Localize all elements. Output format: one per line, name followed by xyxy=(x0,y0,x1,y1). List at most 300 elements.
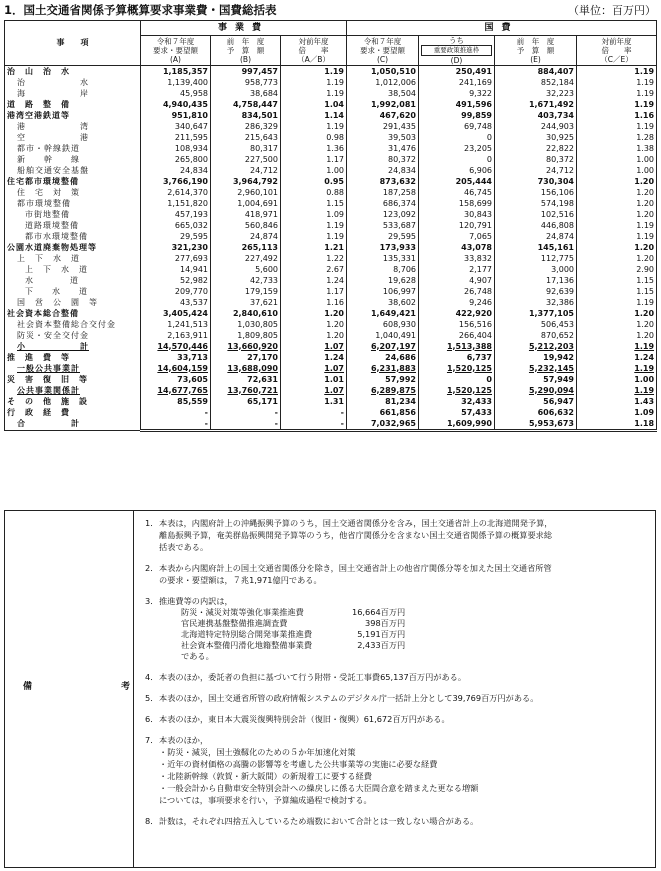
row-label: 空 港 xyxy=(5,132,141,143)
row-label: 治 水 xyxy=(5,77,141,88)
cell-value: 340,647 xyxy=(141,121,211,132)
cell-value: 112,775 xyxy=(495,253,577,264)
cell-value: 1,520,125 xyxy=(419,385,495,396)
cell-value: 1.17 xyxy=(281,154,347,165)
notes-body xyxy=(145,517,650,836)
cell-value: 1,671,492 xyxy=(495,99,577,110)
cell-value: 1.20 xyxy=(577,187,657,198)
cell-value: 665,032 xyxy=(141,220,211,231)
cell-value: 4,907 xyxy=(419,275,495,286)
cell-value: 1.01 xyxy=(281,374,347,385)
cell-value: 3,000 xyxy=(495,264,577,275)
cell-value: 1.43 xyxy=(577,396,657,407)
cell-value: 1,151,820 xyxy=(141,198,211,209)
cell-value: 13,760,721 xyxy=(211,385,281,396)
note-1: 1．本表は，内閣府計上の沖縄振興予算のうち，国土交通省関係分を含み，国土交通省計上の北海道開発予算， 離島振興予算，奄美群島振興開発予算等のうち，他省庁関係分を含まない国土交通省関係予算の概算要求総 括表である。 xyxy=(145,518,553,552)
row-label: 小 計 xyxy=(5,341,141,352)
cell-value: 873,632 xyxy=(347,176,419,187)
cell-value: 179,159 xyxy=(211,286,281,297)
cell-value: 29,595 xyxy=(141,231,211,242)
cell-value: 123,092 xyxy=(347,209,419,220)
table-row xyxy=(5,154,657,165)
cell-value: 1.19 xyxy=(281,231,347,242)
cell-value: 56,947 xyxy=(495,396,577,407)
summary-table xyxy=(4,20,657,432)
cell-value: 14,604,159 xyxy=(141,363,211,374)
table-row xyxy=(5,352,657,363)
cell-value: 45,958 xyxy=(141,88,211,99)
cell-value: 30,843 xyxy=(419,209,495,220)
cell-value: 0.98 xyxy=(281,132,347,143)
cell-value: 491,596 xyxy=(419,99,495,110)
row-label: 住 宅 対 策 xyxy=(5,187,141,198)
cell-value: 1.19 xyxy=(577,88,657,99)
cell-value: 4,758,447 xyxy=(211,99,281,110)
cell-value: 608,930 xyxy=(347,319,419,330)
row-label: 社会資本整備総合交付金 xyxy=(5,319,141,330)
table-row xyxy=(5,319,657,330)
cell-value: 5,212,203 xyxy=(495,341,577,352)
cell-value: 106,997 xyxy=(347,286,419,297)
table-row xyxy=(5,341,657,352)
cell-value: 24,686 xyxy=(347,352,419,363)
cell-value: 1.24 xyxy=(281,352,347,363)
cell-value: 5,600 xyxy=(211,264,281,275)
cell-value: 1.16 xyxy=(281,297,347,308)
cell-value: 2.90 xyxy=(577,264,657,275)
cell-value: 1,139,400 xyxy=(141,77,211,88)
row-label: 道路環境整備 xyxy=(5,220,141,231)
cell-value: 80,317 xyxy=(211,143,281,154)
cell-value: 852,184 xyxy=(495,77,577,88)
cell-value: 227,500 xyxy=(211,154,281,165)
cell-value: 2.67 xyxy=(281,264,347,275)
cell-value: 30,925 xyxy=(495,132,577,143)
cell-value: 14,570,446 xyxy=(141,341,211,352)
cell-value: 1.19 xyxy=(281,220,347,231)
row-label: 上 下 水 道 xyxy=(5,264,141,275)
cell-value: 1.15 xyxy=(577,275,657,286)
row-label: 行 政 経 費 xyxy=(5,407,141,418)
header-col-a: 令和７年度 要求・要望額 (A) xyxy=(141,36,211,66)
cell-value: 227,492 xyxy=(211,253,281,264)
row-label: 新 幹 線 xyxy=(5,154,141,165)
cell-value: 13,660,920 xyxy=(211,341,281,352)
cell-value: 7,032,965 xyxy=(347,418,419,431)
cell-value: 24,712 xyxy=(211,165,281,176)
table-row xyxy=(5,396,657,407)
cell-value: 6,289,875 xyxy=(347,385,419,396)
cell-value: 1.00 xyxy=(577,374,657,385)
note-8: 8．計数は，それぞれ四捨五入しているため端数において合計とは一致しない場合がある。 xyxy=(145,816,479,826)
table-row xyxy=(5,132,657,143)
cell-value: 286,329 xyxy=(211,121,281,132)
cell-value: 1.20 xyxy=(577,242,657,253)
cell-value: 1.20 xyxy=(577,198,657,209)
cell-value: 173,933 xyxy=(347,242,419,253)
cell-value: 65,171 xyxy=(211,396,281,407)
cell-value: 1.20 xyxy=(577,319,657,330)
cell-value: 156,516 xyxy=(419,319,495,330)
cell-value: 1,030,805 xyxy=(211,319,281,330)
cell-value: 1.20 xyxy=(577,209,657,220)
row-label: 一般公共事業計 xyxy=(5,363,141,374)
row-label: 船舶交通安全基盤 xyxy=(5,165,141,176)
cell-value: 1.19 xyxy=(577,231,657,242)
table-row xyxy=(5,165,657,176)
cell-value: 241,169 xyxy=(419,77,495,88)
cell-value: 1.20 xyxy=(577,330,657,341)
table-row xyxy=(5,77,657,88)
table-row xyxy=(5,264,657,275)
cell-value: 1.16 xyxy=(577,110,657,121)
cell-value: 57,433 xyxy=(419,407,495,418)
cell-value: 33,713 xyxy=(141,352,211,363)
cell-value: - xyxy=(141,418,211,431)
table-body xyxy=(5,66,657,431)
cell-value: 22,822 xyxy=(495,143,577,154)
cell-value: 958,773 xyxy=(211,77,281,88)
cell-value: 43,537 xyxy=(141,297,211,308)
cell-value: 72,631 xyxy=(211,374,281,385)
cell-value: 0 xyxy=(419,374,495,385)
cell-value: 244,903 xyxy=(495,121,577,132)
row-label: 港 湾 xyxy=(5,121,141,132)
cell-value: 1.19 xyxy=(577,220,657,231)
cell-value: 33,832 xyxy=(419,253,495,264)
cell-value: 1,012,006 xyxy=(347,77,419,88)
cell-value: 1.15 xyxy=(577,286,657,297)
cell-value: 1.09 xyxy=(577,407,657,418)
row-label: 港湾空港鉄道等 xyxy=(5,110,141,121)
cell-value: 43,078 xyxy=(419,242,495,253)
cell-value: 422,920 xyxy=(419,308,495,319)
cell-value: 1.24 xyxy=(577,352,657,363)
cell-value: 291,435 xyxy=(347,121,419,132)
row-label: 合 計 xyxy=(5,418,141,431)
cell-value: 1.19 xyxy=(281,88,347,99)
page-title: 1．国土交通省関係予算概算要求事業費・国費総括表 xyxy=(4,3,277,17)
cell-value: 574,198 xyxy=(495,198,577,209)
cell-value: 1.19 xyxy=(577,77,657,88)
cell-value: 1.24 xyxy=(281,275,347,286)
cell-value: 24,834 xyxy=(347,165,419,176)
row-label: 住宅都市環境整備 xyxy=(5,176,141,187)
table-row xyxy=(5,88,657,99)
cell-value: 686,374 xyxy=(347,198,419,209)
cell-value: 215,643 xyxy=(211,132,281,143)
cell-value: 187,258 xyxy=(347,187,419,198)
cell-value: - xyxy=(281,407,347,418)
cell-value: 145,161 xyxy=(495,242,577,253)
header-col-ab: 対前年度 倍 率 （A／B） xyxy=(281,36,347,66)
cell-value: 0 xyxy=(419,132,495,143)
cell-value: 29,595 xyxy=(347,231,419,242)
cell-value: 1.19 xyxy=(577,385,657,396)
cell-value: 1,040,491 xyxy=(347,330,419,341)
cell-value: 1,609,990 xyxy=(419,418,495,431)
cell-value: - xyxy=(281,418,347,431)
cell-value: 69,748 xyxy=(419,121,495,132)
cell-value: 156,106 xyxy=(495,187,577,198)
cell-value: 1.19 xyxy=(577,297,657,308)
table-row xyxy=(5,418,657,431)
unit-label: （単位：百万円） xyxy=(568,4,656,17)
cell-value: 1.15 xyxy=(281,198,347,209)
cell-value: 85,559 xyxy=(141,396,211,407)
cell-value: 1.20 xyxy=(281,319,347,330)
cell-value: 265,800 xyxy=(141,154,211,165)
cell-value: 5,953,673 xyxy=(495,418,577,431)
cell-value: 81,234 xyxy=(347,396,419,407)
note-2: 2．本表から内閣府計上の国土交通省関係分を除き，国土交通省計上の他省庁関係分等を加えた国土交通省所管 の要求・要望額は，７兆1,971億円である。 xyxy=(145,563,552,585)
table-row xyxy=(5,308,657,319)
cell-value: 1.09 xyxy=(281,209,347,220)
cell-value: 997,457 xyxy=(211,66,281,78)
table-row xyxy=(5,363,657,374)
cell-value: 1,377,105 xyxy=(495,308,577,319)
table-row xyxy=(5,176,657,187)
cell-value: 266,404 xyxy=(419,330,495,341)
cell-value: 14,941 xyxy=(141,264,211,275)
cell-value: 1.22 xyxy=(281,253,347,264)
cell-value: 37,621 xyxy=(211,297,281,308)
table-row xyxy=(5,110,657,121)
cell-value: 7,065 xyxy=(419,231,495,242)
cell-value: 2,163,911 xyxy=(141,330,211,341)
row-label: 推 進 費 等 xyxy=(5,352,141,363)
cell-value: 0.95 xyxy=(281,176,347,187)
cell-value: 19,628 xyxy=(347,275,419,286)
header-col-c: 令和７年度 要求・要望額 (C) xyxy=(347,36,419,66)
cell-value: 3,766,190 xyxy=(141,176,211,187)
cell-value: 8,706 xyxy=(347,264,419,275)
cell-value: 24,834 xyxy=(141,165,211,176)
row-label: 都市・幹線鉄道 xyxy=(5,143,141,154)
row-label: そ の 他 施 設 xyxy=(5,396,141,407)
header-col-e: 前 年 度 予 算 額 (E) xyxy=(495,36,577,66)
cell-value: 102,516 xyxy=(495,209,577,220)
cell-value: 99,859 xyxy=(419,110,495,121)
cell-value: 1.07 xyxy=(281,341,347,352)
notes-section xyxy=(4,510,656,868)
cell-value: 403,734 xyxy=(495,110,577,121)
cell-value: 135,331 xyxy=(347,253,419,264)
cell-value: 1,513,388 xyxy=(419,341,495,352)
cell-value: 1.19 xyxy=(577,66,657,78)
notes-side-label: 備 考 xyxy=(5,511,134,867)
cell-value: 0.88 xyxy=(281,187,347,198)
header-col-ce: 対前年度 倍 率 （C／E） xyxy=(577,36,657,66)
table-row xyxy=(5,198,657,209)
cell-value: 205,444 xyxy=(419,176,495,187)
cell-value: 38,504 xyxy=(347,88,419,99)
cell-value: 6,737 xyxy=(419,352,495,363)
cell-value: 2,177 xyxy=(419,264,495,275)
cell-value: 3,405,424 xyxy=(141,308,211,319)
cell-value: 1.38 xyxy=(577,143,657,154)
cell-value: 1.19 xyxy=(577,363,657,374)
cell-value: 1.21 xyxy=(281,242,347,253)
table-row xyxy=(5,385,657,396)
cell-value: 506,453 xyxy=(495,319,577,330)
cell-value: 1,520,125 xyxy=(419,363,495,374)
cell-value: 209,770 xyxy=(141,286,211,297)
table-row xyxy=(5,275,657,286)
cell-value: 27,170 xyxy=(211,352,281,363)
cell-value: 265,113 xyxy=(211,242,281,253)
cell-value: 32,223 xyxy=(495,88,577,99)
table-row xyxy=(5,143,657,154)
row-label: 治 山 治 水 xyxy=(5,66,141,78)
cell-value: 1.20 xyxy=(281,308,347,319)
cell-value: 1.00 xyxy=(281,165,347,176)
cell-value: 1,241,513 xyxy=(141,319,211,330)
header-jigyohi: 事業費 xyxy=(141,21,347,36)
cell-value: 5,232,145 xyxy=(495,363,577,374)
row-label: 公共事業関係計 xyxy=(5,385,141,396)
cell-value: 1.19 xyxy=(577,99,657,110)
cell-value: 1.36 xyxy=(281,143,347,154)
cell-value: 606,632 xyxy=(495,407,577,418)
cell-value: 1.19 xyxy=(577,341,657,352)
note-3: 3．推進費等の内訳は， 防災・減災対策等強化事業推進費 16,664百万円 官民連携基盤整備推進調査費 398百万円 北海道特定特別総合開発事業推進費 5,191百万円 社会資本整備円滑化地籍整備事業費 2,433百万円 である。 xyxy=(145,596,406,661)
cell-value: 19,942 xyxy=(495,352,577,363)
cell-value: 1.28 xyxy=(577,132,657,143)
cell-value: 1.18 xyxy=(577,418,657,431)
cell-value: 1,050,510 xyxy=(347,66,419,78)
cell-value: 39,503 xyxy=(347,132,419,143)
cell-value: 321,230 xyxy=(141,242,211,253)
cell-value: 120,791 xyxy=(419,220,495,231)
table-row xyxy=(5,374,657,385)
row-label: 社会資本総合整備 xyxy=(5,308,141,319)
cell-value: 31,476 xyxy=(347,143,419,154)
row-label: 公園水道廃棄物処理等 xyxy=(5,242,141,253)
cell-value: 57,992 xyxy=(347,374,419,385)
cell-value: 211,595 xyxy=(141,132,211,143)
note-7: 7．本表のほか， ・防災・減災，国土強靱化のための５か年加速化対策 ・近年の資材価格の高騰の影響等を考慮した公共事業等の実施に必要な経費 ・北陸新幹線（敦賀・新大阪間）の新規着工に要する経費 ・一般会計から自動車安全特別会計への繰戻しに係る大臣間合意を踏まえた更なる増額 については，事項要求を行い，予算編成過程で検討する。 xyxy=(145,735,479,805)
cell-value: 38,602 xyxy=(347,297,419,308)
row-label: 海 岸 xyxy=(5,88,141,99)
cell-value: 730,304 xyxy=(495,176,577,187)
cell-value: 9,322 xyxy=(419,88,495,99)
cell-value: 6,231,883 xyxy=(347,363,419,374)
cell-value: 1.04 xyxy=(281,99,347,110)
cell-value: 1,185,357 xyxy=(141,66,211,78)
cell-value: 1.07 xyxy=(281,363,347,374)
cell-value: 277,693 xyxy=(141,253,211,264)
table-row xyxy=(5,99,657,110)
cell-value: 73,605 xyxy=(141,374,211,385)
cell-value: 9,246 xyxy=(419,297,495,308)
note-4: 4．本表のほか，委託者の負担に基づいて行う附帯・受託工事費65,137百万円がある。 xyxy=(145,672,467,682)
cell-value: 560,846 xyxy=(211,220,281,231)
cell-value: 467,620 xyxy=(347,110,419,121)
cell-value: 834,501 xyxy=(211,110,281,121)
table-row xyxy=(5,330,657,341)
row-label: 災 害 復 旧 等 xyxy=(5,374,141,385)
cell-value: 108,934 xyxy=(141,143,211,154)
cell-value: 418,971 xyxy=(211,209,281,220)
cell-value: 2,614,370 xyxy=(141,187,211,198)
cell-value: 52,982 xyxy=(141,275,211,286)
cell-value: 92,639 xyxy=(495,286,577,297)
table-row xyxy=(5,209,657,220)
cell-value: 17,136 xyxy=(495,275,577,286)
cell-value: 80,372 xyxy=(347,154,419,165)
cell-value: 2,840,610 xyxy=(211,308,281,319)
cell-value: 446,808 xyxy=(495,220,577,231)
cell-value: 951,810 xyxy=(141,110,211,121)
note-6: 6．本表のほか，東日本大震災復興特別会計（復旧・復興）61,672百万円がある。 xyxy=(145,714,450,724)
cell-value: 1.19 xyxy=(281,66,347,78)
cell-value: 870,652 xyxy=(495,330,577,341)
cell-value: 1.00 xyxy=(577,165,657,176)
cell-value: 1.20 xyxy=(577,176,657,187)
header-kokuhi: 国費 xyxy=(347,21,657,36)
cell-value: 26,748 xyxy=(419,286,495,297)
cell-value: 2,960,101 xyxy=(211,187,281,198)
cell-value: 1.20 xyxy=(281,330,347,341)
note-5: 5．本表のほか，国土交通省所管の政府情報システムのデジタル庁一括計上分として39,769百万円がある。 xyxy=(145,693,539,703)
cell-value: 38,684 xyxy=(211,88,281,99)
table-row xyxy=(5,297,657,308)
cell-value: 46,745 xyxy=(419,187,495,198)
cell-value: 1,809,805 xyxy=(211,330,281,341)
header-col-b: 前 年 度 予 算 額 (B) xyxy=(211,36,281,66)
table-row xyxy=(5,66,657,78)
table-row xyxy=(5,231,657,242)
cell-value: 1.19 xyxy=(577,121,657,132)
cell-value: 3,964,792 xyxy=(211,176,281,187)
row-label: 下 水 道 xyxy=(5,286,141,297)
row-label: 都市水環境整備 xyxy=(5,231,141,242)
cell-value: 23,205 xyxy=(419,143,495,154)
row-label: 防災・安全交付金 xyxy=(5,330,141,341)
cell-value: 32,386 xyxy=(495,297,577,308)
row-label: 国 営 公 園 等 xyxy=(5,297,141,308)
cell-value: 1.07 xyxy=(281,385,347,396)
cell-value: 6,906 xyxy=(419,165,495,176)
table-row xyxy=(5,286,657,297)
table-row xyxy=(5,253,657,264)
row-label: 都市環境整備 xyxy=(5,198,141,209)
cell-value: 1.19 xyxy=(281,121,347,132)
row-label: 上 下 水 道 xyxy=(5,253,141,264)
row-label: 市街地整備 xyxy=(5,209,141,220)
cell-value: 57,949 xyxy=(495,374,577,385)
cell-value: 5,290,094 xyxy=(495,385,577,396)
cell-value: - xyxy=(211,407,281,418)
cell-value: 1.17 xyxy=(281,286,347,297)
cell-value: - xyxy=(141,407,211,418)
cell-value: 6,207,197 xyxy=(347,341,419,352)
cell-value: 158,699 xyxy=(419,198,495,209)
cell-value: 1.19 xyxy=(281,77,347,88)
cell-value: 24,712 xyxy=(495,165,577,176)
cell-value: 1.14 xyxy=(281,110,347,121)
cell-value: 533,687 xyxy=(347,220,419,231)
cell-value: 80,372 xyxy=(495,154,577,165)
cell-value: 1,649,421 xyxy=(347,308,419,319)
table-row xyxy=(5,242,657,253)
cell-value: 1.00 xyxy=(577,154,657,165)
cell-value: 42,733 xyxy=(211,275,281,286)
cell-value: - xyxy=(211,418,281,431)
table-row xyxy=(5,187,657,198)
table-row xyxy=(5,121,657,132)
